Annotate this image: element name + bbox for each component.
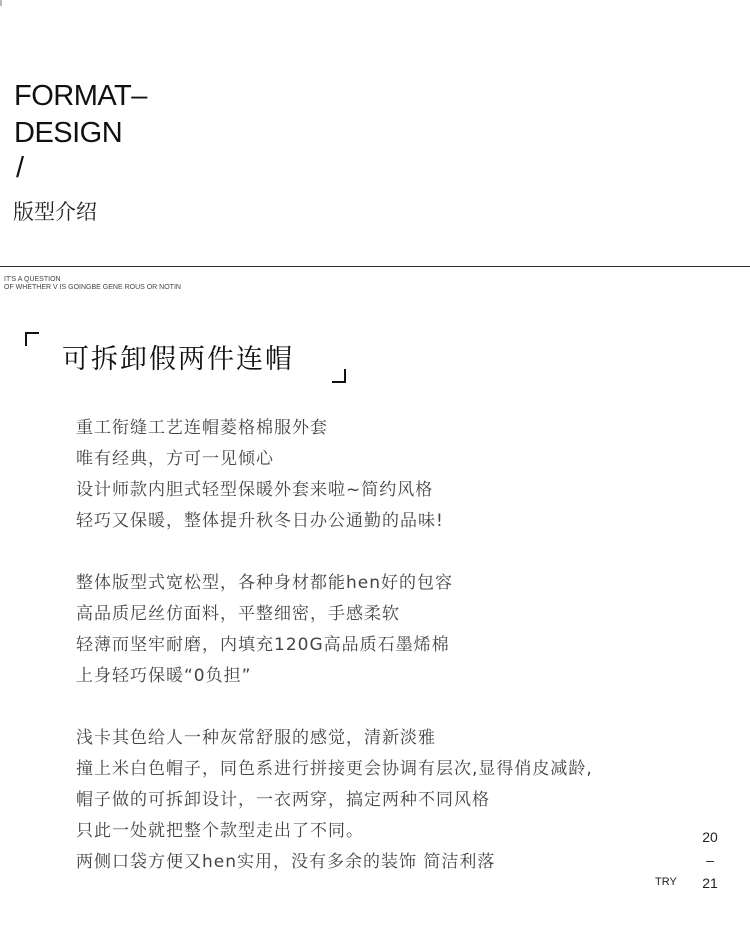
tagline-line-1: IT'S A QUESTION <box>4 276 61 283</box>
year-bottom: 21 <box>702 875 718 891</box>
text-line: 帽子做的可拆卸设计，一衣两穿，搞定两种不同风格 <box>76 790 490 810</box>
heading-subtitle: 版型介绍 <box>13 200 97 224</box>
tagline <box>4 276 181 292</box>
horizontal-divider <box>0 266 750 267</box>
paragraph <box>76 413 593 537</box>
text-line: 轻巧又保暖，整体提升秋冬日办公通勤的品味! <box>76 511 444 531</box>
text-line: 重工衔缝工艺连帽菱格棉服外套 <box>76 418 328 438</box>
text-line: 浅卡其色给人一种灰常舒服的感觉，清新淡雅 <box>76 728 436 748</box>
text-line: 整体版型式宽松型，各种身材都能hen好的包容 <box>76 573 454 593</box>
year-dash: – <box>706 852 714 868</box>
section-title: 可拆卸假两件连帽 <box>62 344 294 375</box>
bracket-top-left-icon <box>25 332 39 346</box>
year-mark <box>696 826 724 895</box>
description-body <box>76 413 593 909</box>
text-line: 只此一处就把整个款型走出了不同。 <box>76 821 364 841</box>
text-line: 两侧口袋方便又hen实用，没有多余的装饰 简洁利落 <box>76 852 496 872</box>
year-top: 20 <box>702 829 718 845</box>
bracket-bottom-right-icon <box>332 369 346 383</box>
text-line: 高品质尼丝仿面料，平整细密，手感柔软 <box>76 604 400 624</box>
text-line: 上身轻巧保暖“0负担” <box>76 666 252 686</box>
tagline-line-2: OF WHETHER V IS GOINGBE GENE ROUS OR NOTIN <box>4 284 181 291</box>
text-line: 撞上米白色帽子，同色系进行拼接更会协调有层次,显得俏皮减龄, <box>76 759 593 779</box>
text-line: 唯有经典，方可一见倾心 <box>76 449 274 469</box>
format-design-heading <box>14 78 147 185</box>
paragraph <box>76 723 593 878</box>
try-label: TRY <box>655 876 677 888</box>
heading-line-2: DESIGN <box>14 117 123 149</box>
corner-mark <box>0 0 2 6</box>
text-line: 轻薄而坚牢耐磨，内填充120G高品质石墨烯棉 <box>76 635 450 655</box>
text-line: 设计师款内胆式轻型保暖外套来啦~简约风格 <box>76 480 434 500</box>
paragraph <box>76 568 593 692</box>
heading-slash: / <box>16 152 25 184</box>
heading-line-1: FORMAT– <box>14 80 147 112</box>
